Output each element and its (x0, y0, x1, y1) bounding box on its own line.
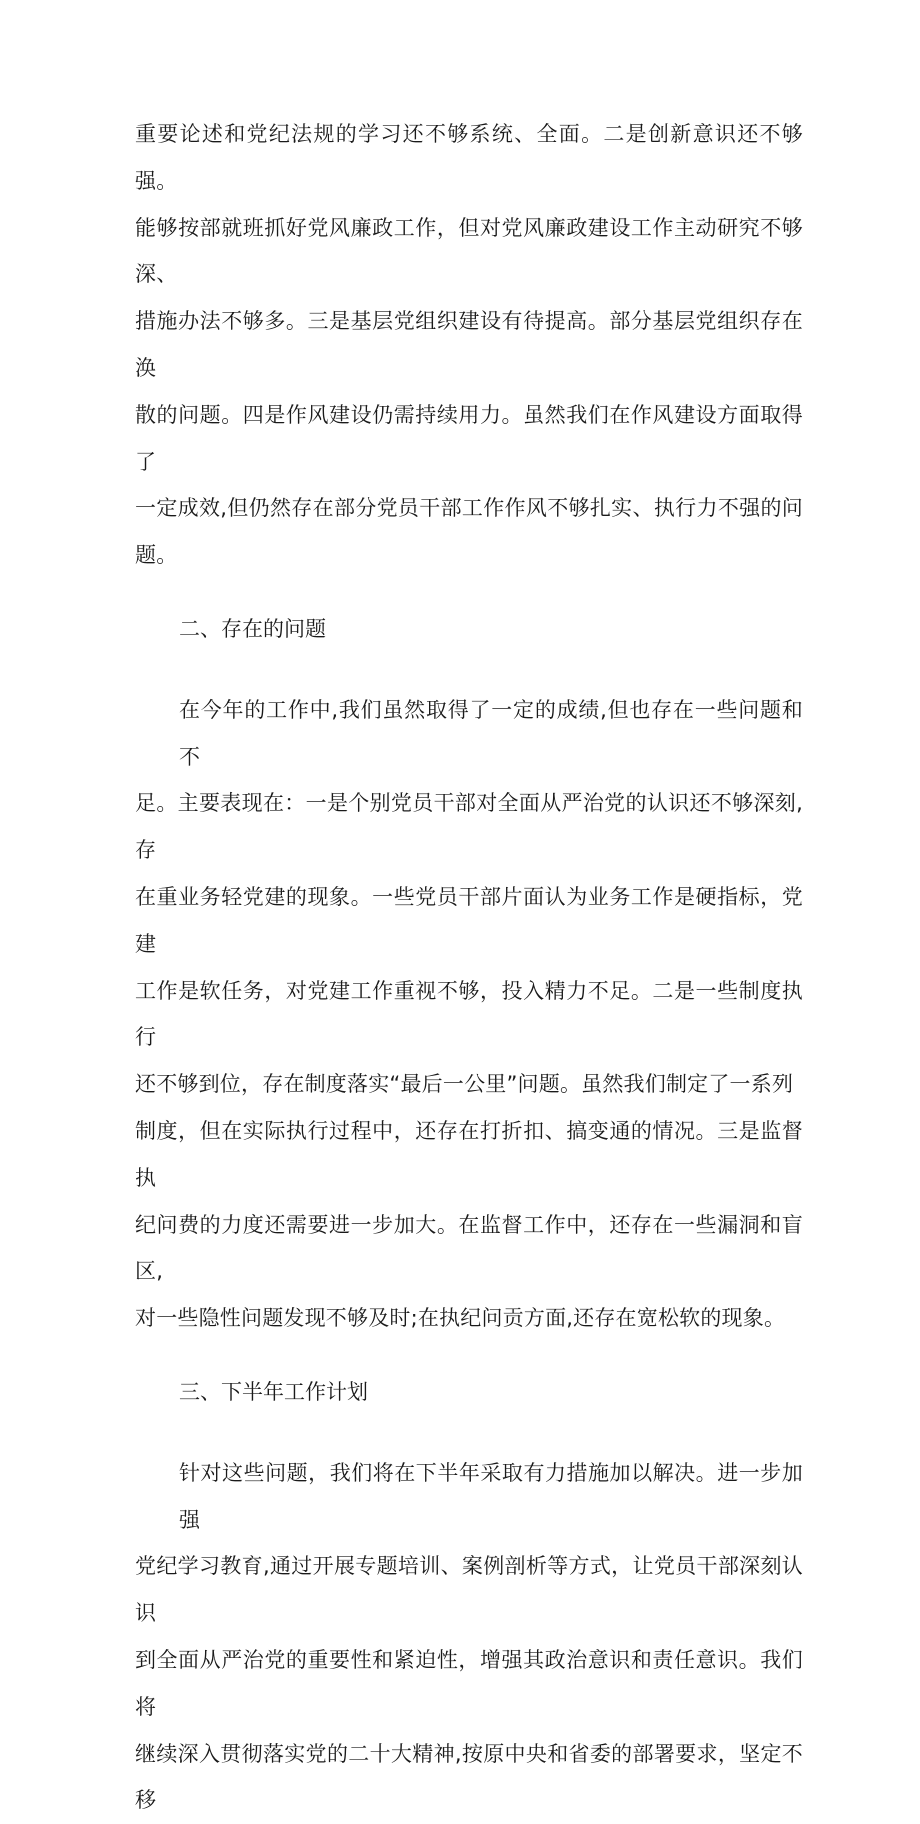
text-line: 工作是软任务，对党建工作重视不够，投入精力不足。二是一些制度执行 (135, 968, 803, 1062)
spacer (135, 1342, 803, 1369)
text-line: 继续深入贯彻落实党的二十大精神,按原中央和省委的部署要求，坚定不移 (135, 1731, 803, 1824)
text-line: 制度，但在实际执行过程中，还存在打折扣、搞变通的情况。三是监督执 (135, 1108, 803, 1202)
intro-paragraph (135, 111, 803, 579)
document-page (135, 111, 803, 1824)
text-line: 措施办法不够多。三是基层党组织建设有待提高。部分基层党组织存在涣 (135, 298, 803, 392)
text-line: 能够按部就班抓好党风廉政工作，但对党风廉政建设工作主动研究不够深、 (135, 205, 803, 299)
text-line: 纪问费的力度还需要进一步加大。在监督工作中，还存在一些漏洞和盲区, (135, 1202, 803, 1296)
problems-paragraph (135, 687, 803, 1342)
text-line: 在今年的工作中,我们虽然取得了一定的成绩,但也存在一些问题和不 (135, 687, 803, 781)
text-line: 在重业务轻党建的现象。一些党员干部片面认为业务工作是硬指标，党建 (135, 874, 803, 968)
spacer (135, 1416, 803, 1450)
text-line: 还不够到位，存在制度落实“最后一公里”问题。虽然我们制定了一系列 (135, 1061, 803, 1108)
text-line: 对一些隐性问题发现不够及时;在执纪问贡方面,还存在宽松软的现象。 (135, 1295, 803, 1342)
spacer (135, 653, 803, 687)
text-line: 重要论述和党纪法规的学习还不够系统、全面。二是创新意识还不够强。 (135, 111, 803, 205)
text-line: 散的问题。四是作风建设仍需持续用力。虽然我们在作风建设方面取得了 (135, 392, 803, 486)
text-line: 到全面从严治党的重要性和紧迫性，增强其政治意识和责任意识。我们将 (135, 1637, 803, 1731)
section-heading-plan: 三、下半年工作计划 (135, 1369, 803, 1416)
plan-paragraph (135, 1450, 803, 1824)
spacer (135, 579, 803, 606)
text-line: 党纪学习教育,通过开展专题培训、案例剖析等方式，让党员干部深刻认识 (135, 1543, 803, 1637)
section-heading-problems: 二、存在的问题 (135, 606, 803, 653)
text-line: 足。主要表现在：一是个别党员干部对全面从严治党的认识还不够深刻,存 (135, 780, 803, 874)
text-line: 一定成效,但仍然存在部分党员干部工作作风不够扎实、执行力不强的问题。 (135, 485, 803, 579)
text-line: 针对这些问题，我们将在下半年采取有力措施加以解决。进一步加强 (135, 1450, 803, 1544)
